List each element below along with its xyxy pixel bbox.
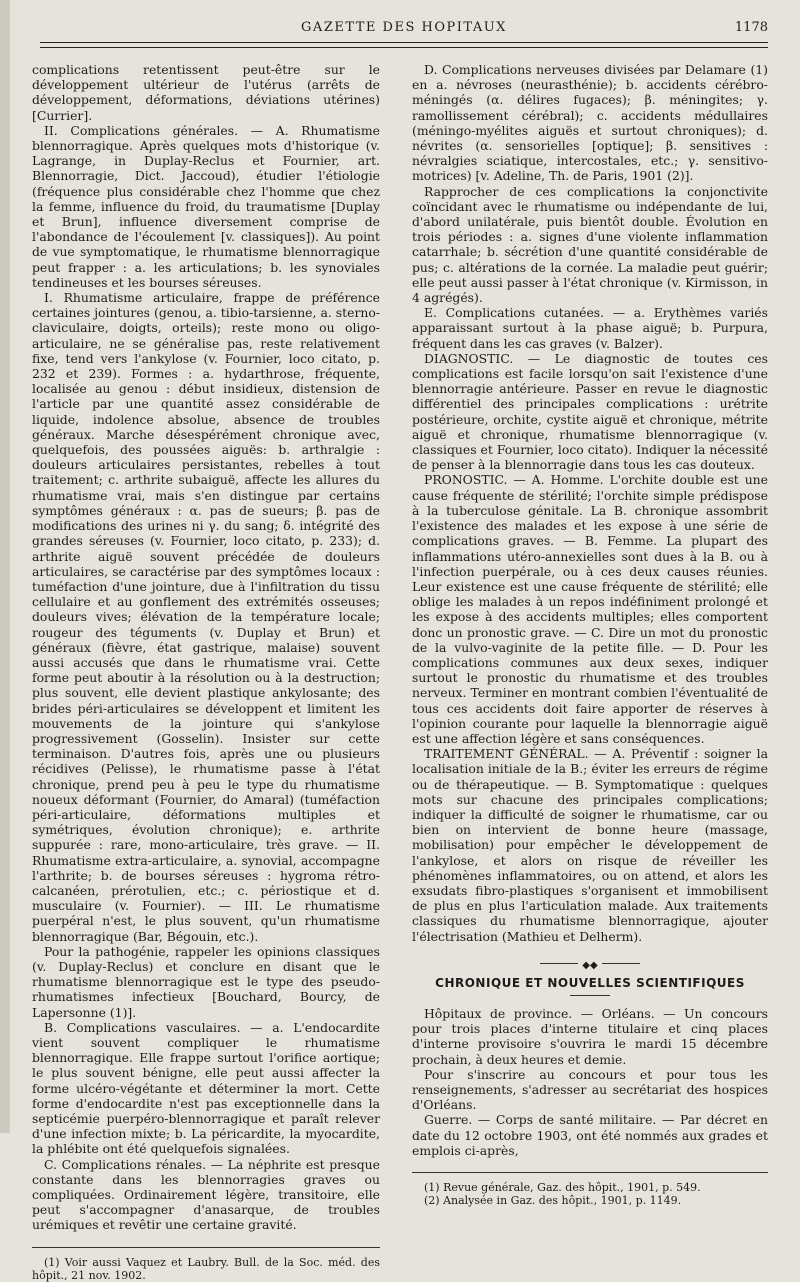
paragraph: Rapprocher de ces complications la conjonctivite coïncidant avec le rhumatisme ou indépendante de lui, d'abord unilatérale, puis bientôt double. Évolution en trois périodes : a. signes d'une violente inflammation catarrhale; b. sécrétion d'une quantité considérable de pus; c. altérations de la cornée. La maladie peut guérir; elle peut aussi passer à l'état chronique (v. Kirmisson, in 4 agrégés).: [412, 183, 768, 306]
page-number: 1178: [734, 20, 768, 35]
paragraph: D. Complications nerveuses divisées par Delamare (1) en a. névroses (neurasthénie); b. accidents cérébro-méningés (α. délires fugaces); β. méningites; γ. ramollissement cérébral); c. accidents médullaires (méningo-myélites aiguës et surtout chroniques); d. névrites (α. sensorielles [optique]; β. sensitives : névralgies sciatique, intercostales, etc.; γ. sensitivo-motrices) [v. Adeline, Th. de Paris, 1901 (2)].: [412, 62, 768, 184]
paragraph: Pour la pathogénie, rappeler les opinions classiques (v. Duplay-Reclus) et conclure en disant que le rhumatisme blennorragique est le type des pseudo-rhumatismes infectieux [Bouchard, Bourcy, de Lapersonne (1)].: [32, 943, 380, 1020]
header-rule: [40, 42, 768, 43]
footnote: (1) Revue générale, Gaz. des hôpit., 1901, p. 549.: [424, 1181, 701, 1195]
footnote: (2) Analysée in Gaz. des hôpit., 1901, p. 1149.: [424, 1194, 682, 1208]
paragraph: PRONOSTIC. — A. Homme. L'orchite double est une cause fréquente de stérilité; l'orchite simple prédispose à la tuberculose génitale. La B. chronique assombrit l'existence des malades et les expose à une série de complications graves. — B. Femme. La plupart des inflammations utéro-annexielles sont dues à la B. ou à l'infection puerpérale, ou à ces deux causes réunies. Leur existence est une cause fréquente de stérilité; elle oblige les malades à un repos indéfiniment prolongé et les expose à des accidents multiples; elles comportent donc un pronostic grave. — C. Dire un mot du pronostic de la vulvo-vaginite de la petite fille. — D. Pour les complications communes aux deux sexes, indiquer surtout le pronostic du rhumatisme et des troubles nerveux. Terminer en montrant combien l'éventualité de tous ces accidents doit faire apporter de réserves à l'opinion courante pour laquelle la blennorragie aiguë est une affection légère et sans conséquences.: [412, 472, 768, 746]
paragraph: C. Complications rénales. — La néphrite est presque constante dans les blennorragies graves ou compliquées. Ordinairement légère, transitoire, elle peut s'accompagner d'anasarque, de troubles urémiques et revêtir une certaine gravité.: [32, 1156, 380, 1233]
paragraph: I. Rhumatisme articulaire, frappe de préférence certaines jointures (genou, a. tibio-tarsienne, a. sterno-claviculaire, doigts, orteils); reste mono ou oligo-articulaire, ne se généralise pas, reste relativement fixe, tend vers l'ankylose (v. Fournier, loco citato, p. 232 et 239). Formes : a. hydarthrose, fréquente, localisée au genou : début insidieux, distension de l'article par une quantité assez considérable de liquide, indolence absolue, absence de troubles généraux. Marche désespérément chronique avec, quelquefois, des poussées aiguës: b. arthralgie : douleurs articulaires persistantes, rebelles à tout traitement; c. arthrite subaiguë, affecte les allures du rhumatisme vrai, mais s'en distingue par certains symptômes généraux : α. pas de sueurs; β. pas de modifications des urines ni γ. du sang; δ. intégrité des grandes séreuses (v. Fournier, loco citato, p. 233); d. arthrite aiguë souvent précédée de douleurs articulaires, se caractérise par des symptômes locaux : tuméfaction d'une jointure, due à l'infiltration du tissu cellulaire et au gonflement des extrémités osseuses; douleurs vives; élévation de la température locale; rougeur des téguments (v. Duplay et Brun) et généraux (fièvre, état gastrique, malaise) souvent aussi accusés que dans le rhumatisme vrai. Cette forme peut aboutir à la résolution ou à la destruction; plus souvent, elle devient plastique ankylosante; des brides péri-articulaires se développent et limitent les mouvements de la jointure qui s'ankylose progressivement (Gosselin). Insister sur cette terminaison. D'autres fois, après une ou plusieurs récidives (Pelisse), le rhumatisme passe à l'état chronique, prend peu à peu le type du rhumatisme noueux déformant (Fournier, do Amaral) (tuméfaction péri-articulaire, déformations multiples et symétriques, évolution chronique); e. arthrite suppurée : rare, mono-articulaire, très grave. — II. Rhumatisme extra-articulaire, a. synovial, accompagne l'arthrite; b. de bourses séreuses : hygroma rétro-calcanéen, prérotulien, etc.; c. périostique et d. musculaire (v. Fournier). — III. Le rhumatisme puerpéral n'est, le plus souvent, qu'un rhumatisme blennorragique (Bar, Bégouin, etc.).: [32, 290, 380, 944]
footnote-rule: [32, 1247, 380, 1248]
page-edge: [0, 0, 10, 1133]
footnote-rule: [412, 1172, 768, 1173]
running-header: [40, 18, 768, 40]
header-rule-thin: [40, 47, 768, 48]
paragraph: TRAITEMENT GÉNÉRAL. — A. Préventif : soigner la localisation initiale de la B.; éviter les erreurs de régime ou de thérapeutique. — B. Symptomatique : quelques mots sur chacune des principales complications; indiquer la difficulté de soigner le rhumatisme, car ou bien on intervient de bonne heure (massage, mobilisation) pour empêcher le développement de l'ankylose, et alors on risque de réveiller les phénomènes inflammatoires, ou on attend, et alors les exsudats fibro-plastiques s'organisent et immobilisent de plus en plus l'articulation malade. Aux traitements classiques du rhumatisme blennorragique, ajouter l'électrisation (Mathieu et Delherm).: [412, 746, 768, 944]
paragraph: DIAGNOSTIC. — Le diagnostic de toutes ces complications est facile lorsqu'on sait l'existence d'une blennorragie antérieure. Passer en revue le diagnostic différentiel des principales complications : urétrite postérieure, orchite, cystite aiguë et chronique, métrite aiguë et chronique, rhumatisme blennorragique (v. classiques et Fournier, loco citato). Indiquer la nécessité de penser à la blennorragie dans tous les cas douteux.: [412, 350, 768, 473]
journal-title: GAZETTE DES HOPITAUX: [301, 20, 507, 35]
paragraph: Hôpitaux de province. — Orléans. — Un concours pour trois places d'interne titulaire et cinq places d'interne provisoire s'ouvrira le mardi 15 décembre prochain, à deux heures et demie.: [412, 1005, 768, 1067]
footnote: (1) Voir aussi Vaquez et Laubry. Bull. de la Soc. méd. des hôpit., 21 nov. 1902.: [32, 1255, 380, 1282]
paragraph: II. Complications générales. — A. Rhumatisme blennorragique. Après quelques mots d'historique (v. Lagrange, in Duplay-Reclus et Fournier, art. Blennorragie, Dict. Jaccoud), étudier l'étiologie (fréquence plus considérable chez l'homme que chez la femme, influence du froid, du traumatisme [Duplay et Brun], influence diversement comprise de l'abondance de l'écoulement [v. classiques]). Au point de vue symptomatique, le rhumatisme blennorragique peut frapper : a. les articulations; b. les synoviales tendineuses et les bourses séreuses.: [32, 122, 380, 290]
ornamental-rule: ◆◆: [540, 958, 640, 968]
paragraph: complications retentissent peut-être sur le développement ultérieur de l'utérus (arrêts de développement, déformations, déviations utérines) [Currier].: [32, 62, 380, 123]
paragraph: B. Complications vasculaires. — a. L'endocardite vient souvent compliquer le rhumatisme blennorragique. Elle frappe surtout l'orifice aortique; le plus souvent bénigne, elle peut aussi affecter la forme ulcéro-végétante et déterminer la mort. Cette forme d'endocardite n'est pas exceptionnelle dans la septicémie puerpéro-blennorragique et paraît relever d'une infection mixte; b. La péricardite, la myocardite, la phlébite ont été quelquefois signalées.: [32, 1019, 380, 1157]
left-column: [32, 62, 380, 1282]
section-title: CHRONIQUE ET NOUVELLES SCIENTIFIQUES: [435, 975, 745, 990]
paragraph: Pour s'inscrire au concours et pour tous les renseignements, s'adresser au secrétariat des hospices d'Orléans.: [412, 1066, 768, 1113]
section-rule: [570, 995, 610, 996]
paragraph: Guerre. — Corps de santé militaire. — Par décret en date du 12 octobre 1903, ont été nommés aux grades et emplois ci-après,: [412, 1112, 768, 1158]
paragraph: E. Complications cutanées. — a. Erythèmes variés apparaissant surtout à la phase aiguë; b. Purpura, fréquent dans les cas graves (v. Balzer).: [412, 305, 768, 351]
right-column: [412, 62, 768, 1207]
